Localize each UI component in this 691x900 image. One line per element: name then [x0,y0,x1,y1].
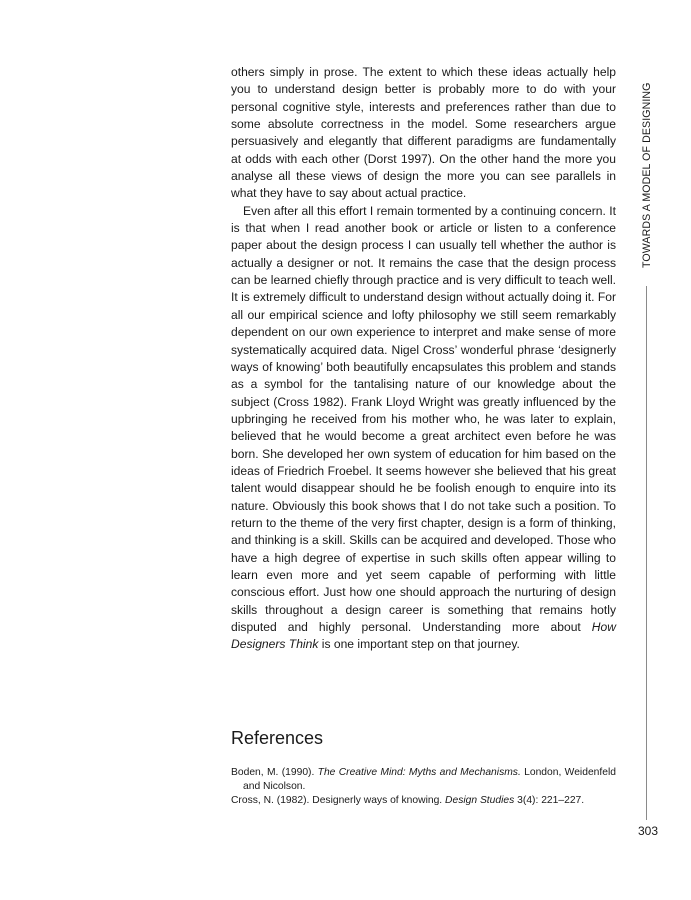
references-heading: References [231,728,324,748]
reference-journal: Design Studies [445,795,515,806]
reference-entry [231,766,616,794]
reference-entry [231,794,616,808]
book-title-emphasis: How Designers Think [231,620,616,652]
reference-publisher: London, Weidenfeld and Nicolson. [243,767,616,792]
reference-volume: 3(4): 221–227. [514,795,585,806]
paragraph-2-text: Even after all this effort I remain tormented by a continuing concern. It is that when I read another book or article or listen to a conference paper about the design process I can usually tell whether the author is actually a designer or not. It remains the case that the design process can be learned chiefly through practice and is very difficult to teach well. It is extremely difficult to understand design without actually doing it. For all our empirical science and lofty philosophy we still seem remarkably dependent on our own experience to interpret and make sense of more systematically acquired data. Nigel Cross’ wonderful phrase ‘designerly ways of knowing’ both beautifully encapsulates this problem and stands as a symbol for the tantalising nature of our knowledge about the subject (Cross 1982). Frank Lloyd Wright was greatly influenced by the upbringing he received from his mother who, he was later to explain, believed that he would become a great architect even before he was born. She developed her own system of education for him based on the ideas of Friedrich Froebel. It seems however she believed that his great talent would disappear should he be foolish enough to enquire into its nature. Obviously this book shows that I do not take such a position. To return to the theme of the very first chapter, design is a form of thinking, and thinking is a skill. Skills can be acquired and developed. Those who have a high degree of expertise in such skills often appear willing to learn even more and yet seem capable of performing with little conscious effort. Just how one should approach the nurturing of design skills throughout a design career is something that remains hotly disputed and highly personal. Understanding more about [231,203,616,634]
running-head: TOWARDS A MODEL OF DESIGNING [641,82,653,268]
margin-rule [646,286,647,820]
body-text [231,64,616,654]
paragraph-1 [231,64,616,203]
reference-author: Boden, M. (1990). [231,767,318,778]
paragraph-2-ending: is one important step on that journey. [318,637,520,652]
reference-author: Cross, N. (1982). Designerly ways of knowing. [231,795,446,806]
page-number: 303 [637,824,658,838]
paragraph-1-text: others simply in prose. The extent to which these ideas actually help you to understand design better is probably more to do with your personal cognitive style, interests and preferences rather than due to some absolute correctness in the model. Some researchers argue persuasively and elegantly that different paradigms are fundamentally at odds with each other (Dorst 1997). On the other hand the more you analyse all these views of design the more you can see parallels in what they have to say about actual practice. [231,65,616,201]
reference-title: The Creative Mind: Myths and Mechanisms. [317,767,521,778]
references-list [231,766,616,808]
paragraph-2 [231,203,616,654]
